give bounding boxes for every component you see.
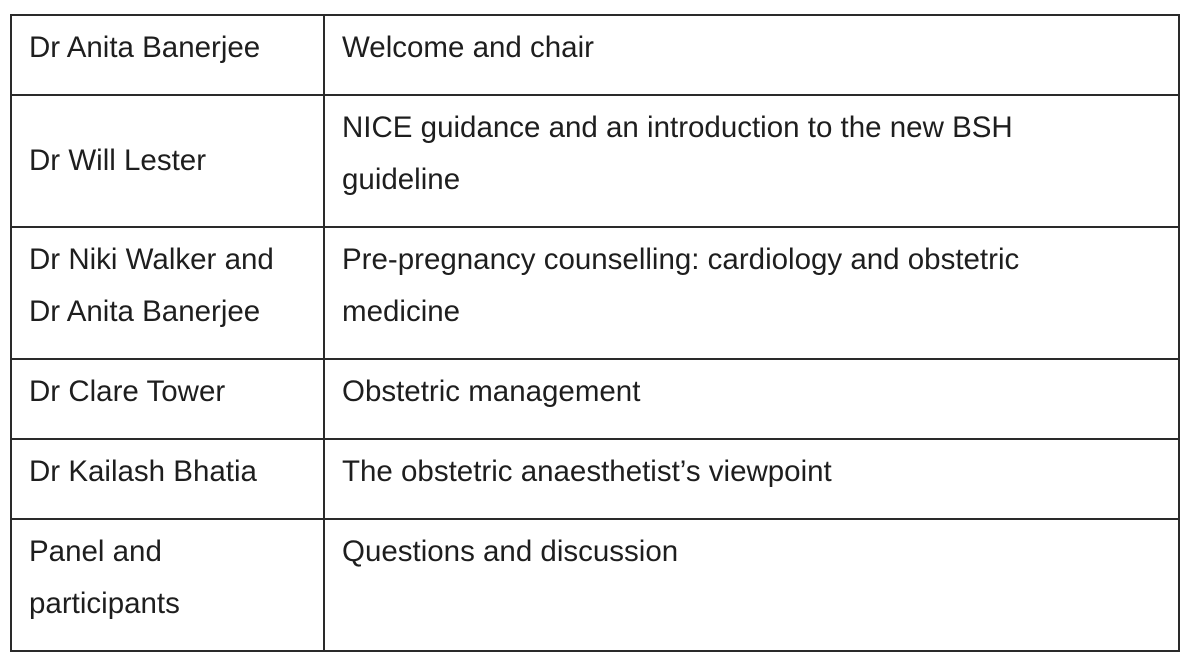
speaker-name: Dr Kailash Bhatia	[29, 455, 257, 488]
topic-text: medicine	[342, 295, 461, 328]
topic-text: The obstetric anaesthetist’s viewpoint	[342, 455, 832, 488]
topic-cell	[324, 359, 1179, 439]
topic-cell	[324, 15, 1179, 95]
topic-cell	[324, 439, 1179, 519]
speaker-name: Dr Clare Tower	[29, 375, 226, 408]
speaker-name: Dr Niki Walker and	[29, 243, 274, 276]
speaker-cell	[11, 439, 324, 519]
speaker-cell	[11, 95, 324, 227]
topic-cell	[324, 95, 1179, 227]
table-row	[11, 15, 1179, 95]
table-row	[11, 227, 1179, 359]
topic-text: Questions and discussion	[342, 535, 679, 568]
topic-text: NICE guidance and an introduction to the new BSH	[342, 111, 1013, 144]
speaker-cell	[11, 519, 324, 651]
programme-table	[10, 14, 1180, 652]
table-row	[11, 359, 1179, 439]
topic-text: Obstetric management	[342, 375, 641, 408]
table-row	[11, 519, 1179, 651]
speaker-name: Dr Will Lester	[29, 144, 207, 177]
speaker-name: Dr Anita Banerjee	[29, 295, 261, 328]
speaker-name: participants	[29, 587, 180, 620]
speaker-name: Dr Anita Banerjee	[29, 31, 261, 64]
speaker-cell	[11, 359, 324, 439]
topic-text: Pre-pregnancy counselling: cardiology and obstetric	[342, 243, 1020, 276]
topic-cell	[324, 227, 1179, 359]
speaker-cell	[11, 227, 324, 359]
table-row	[11, 95, 1179, 227]
speaker-cell	[11, 15, 324, 95]
topic-text: Welcome and chair	[342, 31, 594, 64]
topic-cell	[324, 519, 1179, 651]
topic-text: guideline	[342, 163, 461, 196]
speaker-name: Panel and	[29, 535, 162, 568]
table-row	[11, 439, 1179, 519]
